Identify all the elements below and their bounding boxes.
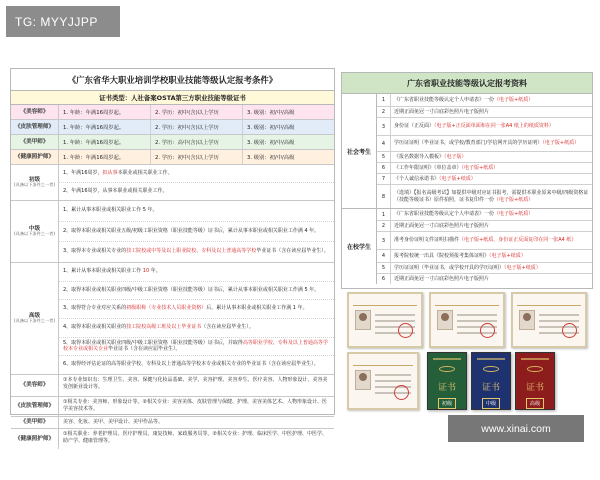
level-note: (具备以下条件之一者) <box>14 231 55 237</box>
condition-cell: 3. 级别：初/中/高级 <box>247 155 295 161</box>
condition-text: 2、取得本职业或相关职业四级/中级工职业资格（职业技能等级）证书后，累计从事本职业或相关职业工作满 5 年。 <box>63 286 320 293</box>
level-label <box>11 201 59 262</box>
material-format: （电子版+正反面单面和在同一张A4 纸上的纸质资料） <box>434 123 554 130</box>
material-number: 1 <box>377 209 391 220</box>
level-row <box>11 165 334 201</box>
material-format: （电子版） <box>444 153 467 160</box>
certificate-cover <box>427 352 467 410</box>
certificate-cover <box>471 352 511 410</box>
materials-title: 广东省职业技能等级认定报考资料 <box>342 73 592 94</box>
material-name: 近期正面免冠一寸白底彩色照片电子版照片 <box>394 108 490 115</box>
level-condition-item <box>59 263 334 282</box>
level-condition-item <box>59 282 334 301</box>
material-name: 《工作年限证明》（单位盖章） <box>394 164 462 171</box>
material-format: （电子版+纸质） <box>542 140 580 147</box>
level-row <box>11 263 334 375</box>
material-row <box>377 185 592 208</box>
material-number: 6 <box>377 163 391 173</box>
material-group-label: 在校学生 <box>342 209 377 284</box>
material-text <box>391 136 592 151</box>
material-row <box>377 263 592 274</box>
condition-text-rest: 毕业证书（含在读应届毕业生）。 <box>108 345 181 352</box>
related-major-label: 《美容师》 <box>11 375 59 396</box>
material-row <box>377 136 592 152</box>
level-row <box>11 201 334 263</box>
material-row <box>377 152 592 163</box>
condition-highlight: 技工院校高级工班及以上毕业证书 <box>126 324 202 331</box>
material-name: 《报名数据导入模板》 <box>394 153 445 160</box>
occupation-label: 《健康照护师》 <box>11 150 59 164</box>
cover-level: 高级 <box>526 398 544 409</box>
condition-text: 2、取得本职业或相关职业五级/初级工职业资格（职业技能等级）证书后，累计从事本职业或相关职业工作满 4 年。 <box>63 227 320 234</box>
certificate-type-subtitle: 证书类型：人社备案OSTA第三方职业技能等级证书 <box>11 91 334 105</box>
related-major-text: ①相关职业：养老护理员、医疗护理员、康复技师、家政服务员等。②相关专业：护理、临床医学、中医护理、中医学、助产学、健康管理等。 <box>63 431 327 444</box>
conditions-title: 《广东省华大职业培训学校职业技能等级认定报考条件》 <box>11 69 334 91</box>
related-major-text: 美容、化妆、美甲、美甲设计、美甲作品等。 <box>63 419 164 425</box>
related-major-text: ①本专业知识有：生理卫生、美容、保健与化妆品基础、美学、美容护理、美容养生、医疗美容、人物形象设计、美容美发创新业设计等。 <box>63 377 328 390</box>
condition-highlight: 拟从事 <box>102 169 118 176</box>
condition-highlight: 10 <box>141 268 151 275</box>
material-text <box>391 94 592 106</box>
condition-text-rest: 毕业证书（含在读应届毕业生）。 <box>256 248 329 255</box>
related-major-label: 《皮肤管理师》 <box>11 397 59 416</box>
condition-cell: 1. 年龄：年满16周岁起。 <box>59 120 151 134</box>
material-row <box>377 274 592 284</box>
occupation-conditions <box>59 150 334 164</box>
material-format: （电子版+纸质） <box>461 164 499 171</box>
exam-conditions-document <box>10 68 335 444</box>
material-row <box>377 250 592 263</box>
material-text <box>391 232 592 249</box>
material-name: 报考院校统一出具《院校预报考集体证明》 <box>394 252 490 259</box>
level-label <box>11 165 59 200</box>
cover-header <box>521 358 549 360</box>
occupation-row <box>11 135 334 150</box>
occupation-row <box>11 120 334 135</box>
material-text <box>391 221 592 231</box>
material-name: （选填）【报名高级考试】如提供中级对应证书报考，需提供本职业原来中级/四级资格证（技能等级证书）原件拍照，证书复印件一份 <box>394 190 589 203</box>
cover-header <box>477 358 505 360</box>
material-number: 2 <box>377 107 391 117</box>
occupation-label: 《皮肤管理师》 <box>11 120 59 134</box>
material-name: 《广东省职业技能等级认定个人申请表》一份 <box>394 96 495 103</box>
condition-text: 3、取得符合专业对应关系的 <box>63 305 127 312</box>
material-row <box>377 107 592 118</box>
watermark-tag: TG: MYYJJPP <box>6 6 120 37</box>
material-name: 《个人诚信承诺书》 <box>394 175 440 182</box>
material-row <box>377 118 592 136</box>
material-text <box>391 174 592 184</box>
emblem-icon <box>439 366 455 372</box>
level-condition-item <box>59 165 334 183</box>
cover-title: 证书 <box>437 383 456 393</box>
condition-highlight: 初级职称（专业技术人员职业资格） <box>126 305 207 312</box>
condition-cell: 2. 学历：初中(含)以上学历 <box>151 105 243 119</box>
material-name: 学历证证明（毕业证书，或学校/教育部门/学信网开具的学历证明） <box>394 140 543 147</box>
level-condition-item <box>59 356 334 374</box>
material-row <box>377 163 592 174</box>
material-number: 5 <box>377 152 391 162</box>
condition-text-rest: 本职业或相关职业工作。 <box>117 169 173 176</box>
level-condition-item <box>59 300 334 319</box>
level-note: (具备以下条件之一者) <box>14 318 55 324</box>
material-number: 5 <box>377 263 391 273</box>
level-condition-item <box>59 338 334 357</box>
material-name: 近期正面免冠一寸白底彩色照片电子版照片 <box>394 275 490 282</box>
occupation-conditions <box>59 135 334 149</box>
condition-text: 6、取得经评估论证的高等职业学校、专科及以上普通高等学校本专业或相关专业的毕业证书（含在读应届毕业生）。 <box>63 361 319 368</box>
materials-document <box>341 72 593 289</box>
material-text <box>391 185 592 208</box>
material-row <box>377 221 592 232</box>
cover-title: 证书 <box>525 383 544 393</box>
level-name: 中级 <box>28 225 41 232</box>
condition-cell: 3. 级别：初/中/高级 <box>247 140 295 146</box>
material-group <box>342 94 592 209</box>
condition-text: 1、年满16周岁， <box>63 169 103 176</box>
certificate-sample-2 <box>429 292 505 348</box>
level-name: 初级 <box>28 176 41 183</box>
level-label <box>11 263 59 374</box>
condition-text: 1、累计从事本职业或相关职业工作 5 年。 <box>63 207 158 214</box>
material-text <box>391 152 592 162</box>
occupation-label: 《美甲师》 <box>11 135 59 149</box>
material-list <box>377 209 592 284</box>
condition-cell: 2. 学历：初中(含)以上学历 <box>151 150 243 164</box>
material-number: 2 <box>377 221 391 231</box>
level-conditions <box>59 263 334 374</box>
material-name: 近期正面免冠一寸白底彩色照片电子版照片 <box>394 222 490 229</box>
material-number: 3 <box>377 232 391 249</box>
condition-highlight: 技工院校或中等及以上职业院校、专科及以上普通高等学校 <box>126 248 257 255</box>
cover-level: 初级 <box>438 398 456 409</box>
condition-text-rest: 后，累计从事本职业或相关职业工作满 1 年。 <box>206 305 308 312</box>
material-list <box>377 94 592 208</box>
level-condition-item <box>59 201 334 222</box>
related-major-row <box>11 429 334 449</box>
occupation-conditions <box>59 120 334 134</box>
material-name: 准考身份证明文件证明扫描件 <box>394 237 460 244</box>
material-name: 身份证（正反面） <box>394 123 435 130</box>
material-format: （电子版+纸质） <box>504 264 541 271</box>
material-format: （电子版+纸质） <box>489 252 526 259</box>
occupation-row <box>11 105 334 120</box>
material-name: 学历证证明（毕业证书，或学校开具的学历证明） <box>394 264 505 271</box>
condition-text-rest: 年。 <box>150 268 161 275</box>
condition-cell: 2. 学历：初中(含)以上学历 <box>151 120 243 134</box>
condition-cell: 2. 学历：高中(含)以上学历 <box>151 135 243 149</box>
level-name: 高级 <box>28 312 41 319</box>
material-text <box>391 107 592 117</box>
condition-cell: 1. 年龄：年满16周岁起。 <box>59 150 151 164</box>
site-watermark: www.xinai.com <box>448 415 584 442</box>
material-text <box>391 209 592 220</box>
material-row <box>377 94 592 107</box>
material-text <box>391 250 592 262</box>
related-major-text: ①相关专业：美容师、形象设计等。②相关专业：美容美体、皮肤管理与保健、护理、美容美体艺术、人物形象设计、医学美容技术等。 <box>63 399 327 412</box>
material-number: 8 <box>377 185 391 208</box>
certificate-cover <box>515 352 555 410</box>
certificate-sample-4 <box>347 352 419 410</box>
cover-title: 证书 <box>481 383 500 393</box>
material-format: （电子版+纸质） <box>494 96 534 103</box>
level-conditions <box>59 201 334 262</box>
material-row <box>377 232 592 250</box>
material-text <box>391 163 592 173</box>
condition-text: 2、年满16周岁，从事本职业或相关职业工作。 <box>63 187 168 194</box>
condition-text: 5、取得本职业或相关职业四级/中级工职业资格（职业技能等级）证书后，并取得 <box>63 340 243 347</box>
material-format: （电子版+纸质） <box>494 211 534 218</box>
material-number: 4 <box>377 250 391 262</box>
level-conditions <box>59 165 334 200</box>
occupation-conditions <box>59 105 334 119</box>
condition-text-rest: （含在读应届毕业生）。 <box>201 324 254 331</box>
emblem-icon <box>527 366 543 372</box>
condition-text: 1、累计从事本职业或相关职业工作 <box>63 268 142 275</box>
occupation-row <box>11 150 334 165</box>
cover-level: 中级 <box>482 398 500 409</box>
material-group-label: 社会考生 <box>342 94 377 208</box>
emblem-icon <box>483 366 499 372</box>
condition-highlight: 高等职业学校、专科及以上普通高等学校本专业或相关专业 <box>63 340 328 352</box>
certificate-sample-3 <box>511 292 587 348</box>
level-condition-item <box>59 183 334 200</box>
condition-text: 4、取得本职业或相关职业的 <box>63 324 127 331</box>
condition-cell: 3. 级别：初/中/高级 <box>247 110 295 116</box>
material-row <box>377 174 592 185</box>
occupation-label: 《美容师》 <box>11 105 59 119</box>
related-major-row <box>11 417 334 429</box>
material-text <box>391 263 592 273</box>
material-format: （电子版+纸质，身份证正反面复印在同一张A4 纸） <box>459 237 577 244</box>
condition-text: 3、取得本专业或相关专业的 <box>63 248 127 255</box>
related-major-label: 《美甲师》 <box>11 417 59 428</box>
material-group <box>342 209 592 284</box>
cover-header <box>433 358 461 360</box>
material-number: 6 <box>377 274 391 284</box>
material-row <box>377 209 592 221</box>
material-number: 3 <box>377 118 391 135</box>
condition-cell: 3. 级别：初/中/高级 <box>247 125 295 131</box>
related-major-label: 《健康照护师》 <box>11 429 59 449</box>
condition-cell: 1. 年龄：年满16周岁起。 <box>59 135 151 149</box>
level-note: (具备以下条件之一者) <box>14 182 55 188</box>
material-number: 4 <box>377 136 391 151</box>
material-text <box>391 274 592 284</box>
level-condition-item <box>59 222 334 243</box>
material-number: 1 <box>377 94 391 106</box>
related-major-row <box>11 397 334 417</box>
material-format: （电子版+纸质） <box>439 175 476 182</box>
condition-cell: 1. 年龄：年满16周岁起。 <box>59 105 151 119</box>
level-condition-item <box>59 242 334 262</box>
material-number: 7 <box>377 174 391 184</box>
related-major-row <box>11 375 334 397</box>
material-format: （电子版+纸质） <box>494 196 534 203</box>
certificate-sample-1 <box>347 292 423 348</box>
level-condition-item <box>59 319 334 338</box>
material-text <box>391 118 592 135</box>
material-name: 《广东省职业技能等级认定个人申请表》一份 <box>394 211 495 218</box>
